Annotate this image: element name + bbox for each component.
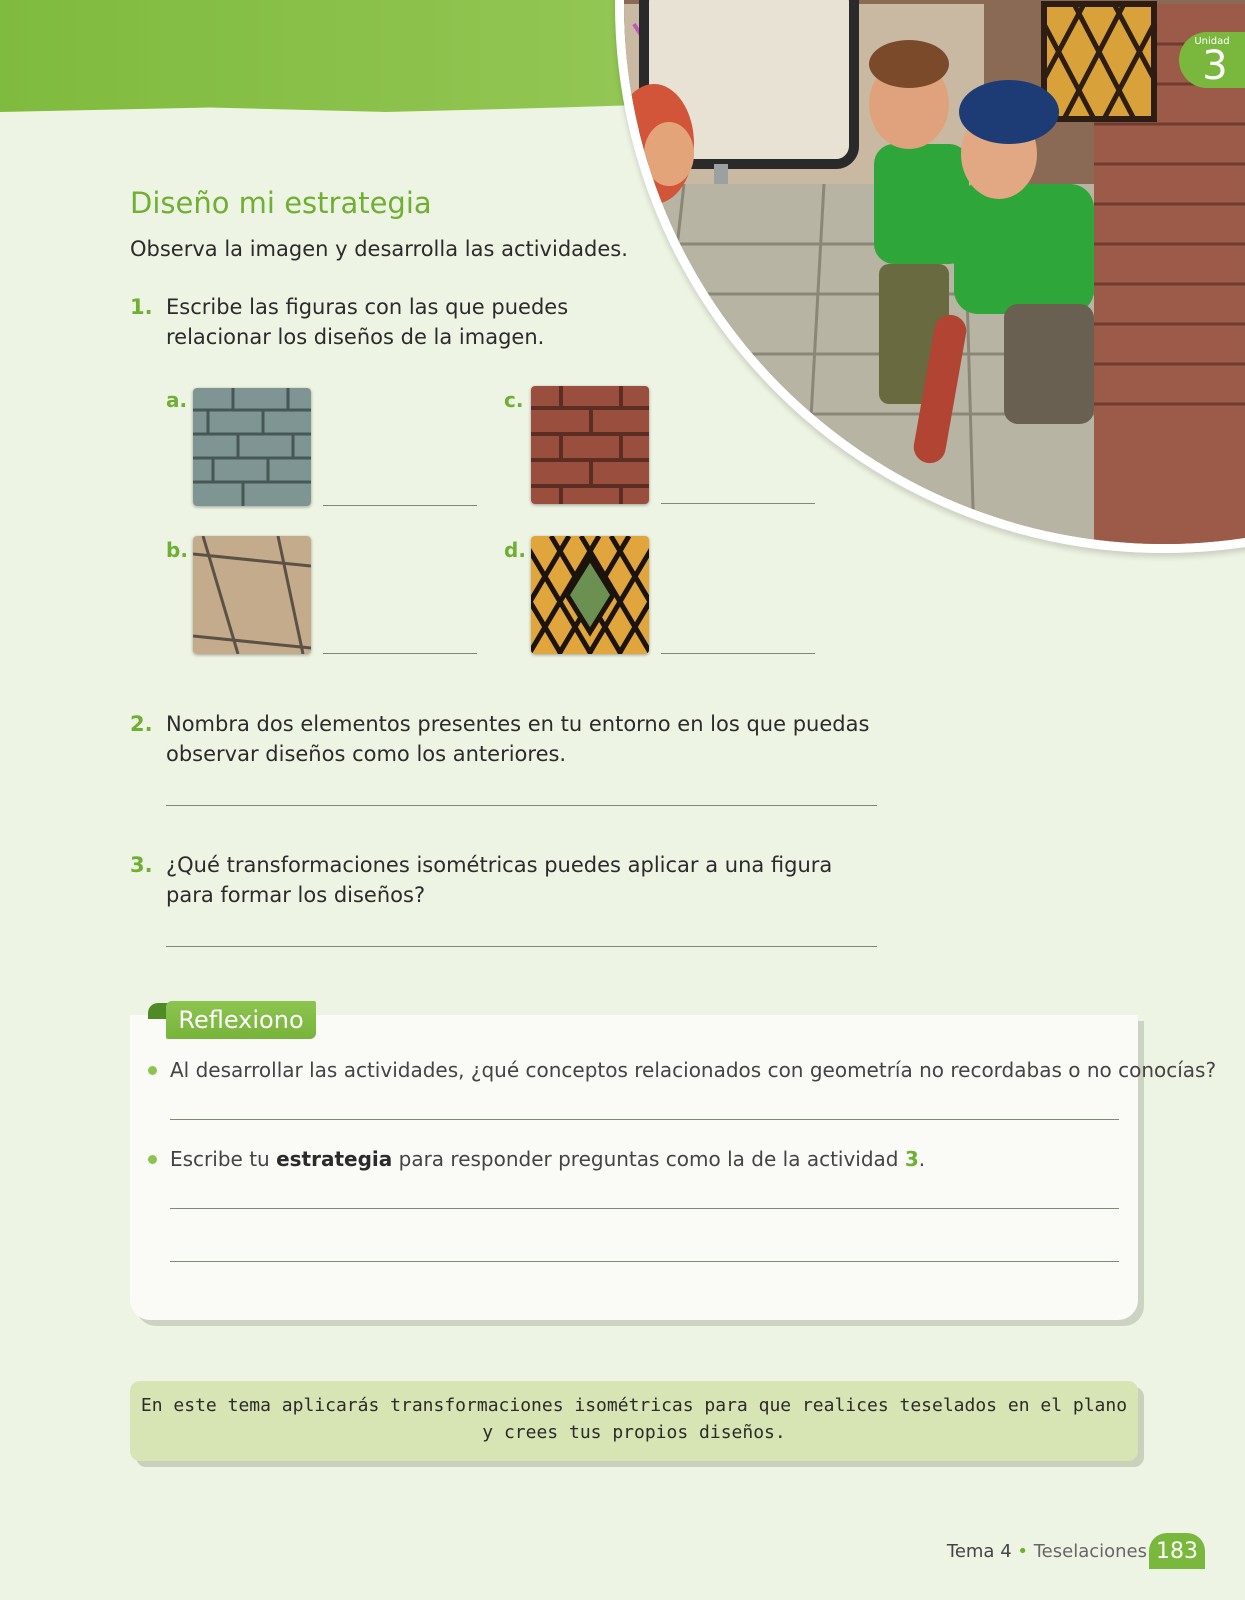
question-3 [130, 850, 886, 910]
question-text: Nombra dos elementos presentes en tu entorno en los que puedas observar diseños como los anteriores. [166, 712, 870, 766]
bullet-icon [148, 1066, 157, 1075]
reflexiono-question-2 [170, 1147, 925, 1171]
answer-line-reflex-2[interactable] [170, 1208, 1119, 1209]
text-part: . [918, 1147, 926, 1171]
tab-fold [148, 1003, 168, 1019]
answer-line-a[interactable] [323, 505, 477, 506]
question-text: Escribe las figuras con las que puedes relacionar los diseños de la imagen. [166, 295, 569, 349]
note-line-1: En este tema aplicarás transformaciones isométricas para que realices teselados en el plano [140, 1395, 1128, 1416]
unit-label: Unidad [1194, 36, 1230, 47]
question-2 [130, 709, 886, 769]
question-1 [130, 292, 636, 352]
option-image-c [531, 386, 649, 504]
option-letter: a. [166, 388, 188, 412]
activity-number: 3 [904, 1147, 919, 1171]
bullet-icon [148, 1155, 157, 1164]
footer-separator: • [1017, 1541, 1028, 1562]
reflexiono-title: Reflexiono [166, 1001, 316, 1039]
answer-line-reflex-1[interactable] [170, 1119, 1119, 1120]
option-letter: c. [504, 388, 524, 412]
question-number: 1. [130, 295, 153, 319]
header-band [0, 0, 700, 112]
text-part: Escribe tu [170, 1147, 277, 1171]
note-line-2: y crees tus propios diseños. [482, 1422, 786, 1443]
text-strong: estrategia [276, 1147, 393, 1171]
footer-tema: Tema 4 [946, 1541, 1012, 1562]
question-number: 3. [130, 853, 153, 877]
reflexiono-question-1: Al desarrollar las actividades, ¿qué conceptos relacionados con geometría no recordabas o no conocías? [170, 1058, 1217, 1082]
question-text: ¿Qué transformaciones isométricas puedes aplicar a una figura para formar los diseños? [166, 853, 833, 907]
answer-line-3[interactable] [166, 946, 877, 947]
story-illustration [615, 0, 1245, 553]
answer-line-c[interactable] [661, 503, 815, 504]
footer-topic [947, 1541, 1147, 1562]
answer-line-b[interactable] [323, 653, 477, 654]
option-image-b [193, 536, 311, 654]
section-intro: Observa la imagen y desarrolla las actividades. [130, 237, 628, 261]
option-letter: b. [166, 538, 188, 562]
unit-badge [1179, 32, 1245, 88]
answer-line-reflex-3[interactable] [170, 1261, 1119, 1262]
answer-line-2[interactable] [166, 805, 877, 806]
page-number: 183 [1149, 1533, 1205, 1569]
section-title: Diseño mi estrategia [130, 186, 432, 220]
text-part: para responder preguntas como la de la actividad [392, 1147, 905, 1171]
option-image-d [531, 536, 649, 654]
option-letter: d. [504, 538, 526, 562]
unit-number: 3 [1202, 43, 1228, 89]
footer-tema-name: Teselaciones [1033, 1541, 1147, 1562]
option-image-a [193, 388, 311, 506]
topic-note [130, 1381, 1138, 1461]
answer-line-d[interactable] [661, 653, 815, 654]
question-number: 2. [130, 712, 153, 736]
